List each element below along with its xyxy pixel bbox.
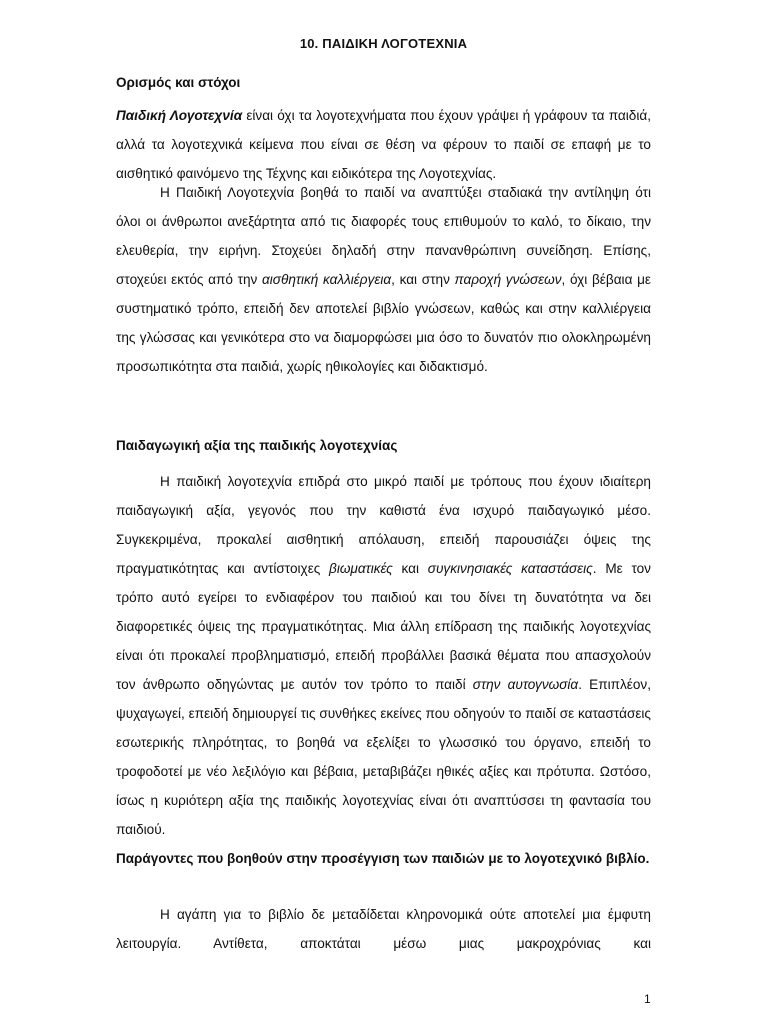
paragraph-text: Η παιδική λογοτεχνία επιδρά στο μικρό παιδί με τρόπους που έχουν ιδιαίτερη παιδαγωγική αξία, γεγονός που την καθιστά ένα ισχυρό παιδαγωγικό μέσο. Συγκεκριμένα, προκαλεί αισθητική απόλαυση, επειδή παρουσιάζει όψεις της πραγματικότητας και αντίστοιχες [116, 474, 651, 576]
paragraph-text: Η Παιδική Λογοτεχνία βοηθά το παιδί να αναπτύξει σταδιακά την αντίληψη ότι όλοι οι άνθρωποι ανεξάρτητα από τις διαφορές τους επιθυμούν το καλό, το δίκαιο, την ελευθερία, την ειρήνη. Στοχεύει δηλαδή στην πανανθρώπινη συνείδηση. Επίσης, στοχεύει εκτός από την [116, 185, 651, 287]
paragraph-text: , και στην [391, 272, 455, 287]
paragraph-text: , όχι βέβαια με συστηματικό τρόπο, επειδή δεν αποτελεί βιβλίο γνώσεων, καθώς και στην καλλιέργεια της γλώσσας και γενικότερα στο να διαμορφώσει μια όσο το δυνατόν πιο ολοκληρωμένη προσωπικότητα στα παιδιά, χωρίς ηθικολογίες και διδακτισμό. [116, 272, 651, 374]
paragraph-text: Η αγάπη για το βιβλίο δε μεταδίδεται κληρονομικά ούτε αποτελεί μια έμφυτη λειτουργία. Αντίθετα, αποκτάται μέσω μιας μακροχρόνιας και [116, 907, 651, 951]
paragraph-factors [116, 900, 651, 958]
paragraph-text: είναι όχι τα λογοτεχνήματα που έχουν γράψει ή γράφουν τα παιδιά, αλλά τα λογοτεχνικά κείμενα που είναι σε θέση να φέρουν το παιδί σε επαφή με το αισθητικό φαινόμενο της Τέχνης και ειδικότερα της Λογοτεχνίας. [116, 108, 651, 181]
section-heading-factors: Παράγοντες που βοηθούν στην προσέγγιση των παιδιών με το λογοτεχνικό βιβλίο. [116, 851, 650, 866]
section-heading-definition: Ορισμός και στόχοι [116, 75, 241, 90]
paragraph-pedagogical-value [116, 467, 651, 844]
italic-term: βιωματικές [329, 561, 393, 576]
page-title: 10. ΠΑΙΔΙΚΗ ΛΟΓΟΤΕΧΝΙΑ [299, 36, 468, 51]
paragraph-text: . Επιπλέον, ψυχαγωγεί, επειδή δημιουργεί τις συνθήκες εκείνες που οδηγούν το παιδί σε καταστάσεις εσωτερικής πληρότητας, το βοηθά να εξελίξει το γλωσσικό του όργανο, επειδή το τροφοδοτεί με νέο λεξιλόγιο και βέβαια, μεταβιβάζει ηθικές αξίες και πρότυπα. Ωστόσο, ίσως η κυριότερη αξία της παιδικής λογοτεχνίας είναι ότι αναπτύσσει τη φαντασία του παιδιού. [116, 677, 651, 837]
italic-term: στην αυτογνωσία [472, 677, 579, 692]
paragraph-text: και [392, 561, 428, 576]
italic-term: αισθητική καλλιέργεια [262, 272, 392, 287]
italic-term: παροχή γνώσεων [454, 272, 562, 287]
paragraph-goals [116, 178, 651, 381]
page-number: 1 [644, 992, 651, 1006]
paragraph-text: . Με τον τρόπο αυτό εγείρει το ενδιαφέρον του παιδιού και του δίνει τη δυνατότητα να δει διαφορετικές όψεις της πραγματικότητας. Μια άλλη επίδραση της παιδικής λογοτεχνίας είναι ότι προκαλεί προβληματισμό, επειδή προβάλλει βασικά θέματα που απασχολούν τον άνθρωπο οδηγώντας με αυτόν τον τρόπο το παιδί [116, 561, 651, 692]
term-paidiki-logotexnia: Παιδική Λογοτεχνία [116, 108, 243, 123]
section-heading-pedagogical-value: Παιδαγωγική αξία της παιδικής λογοτεχνίας [116, 438, 398, 453]
paragraph-definition [116, 101, 651, 188]
italic-term: συγκινησιακές καταστάσεις [427, 561, 593, 576]
